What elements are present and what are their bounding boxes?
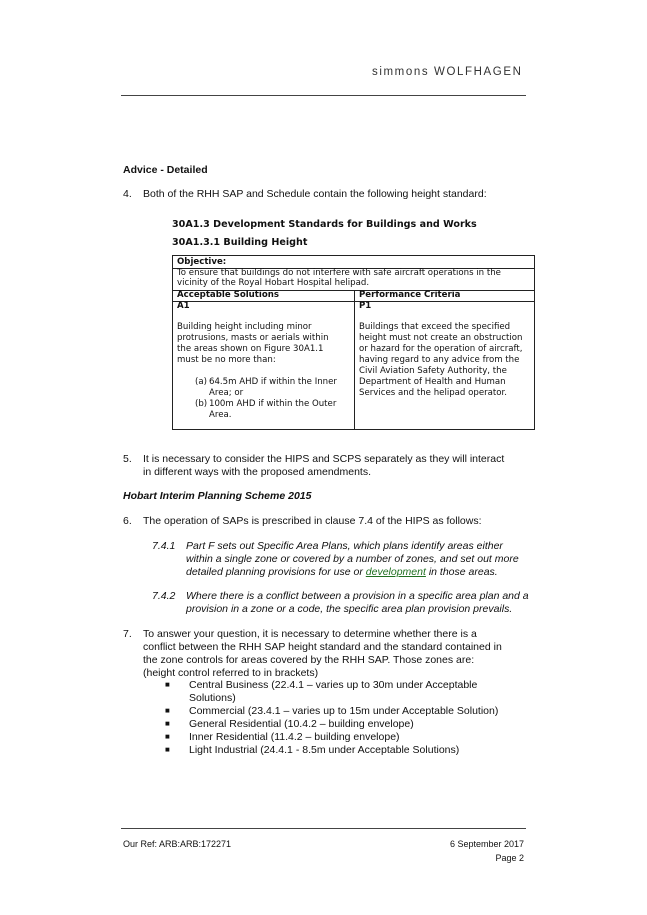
para7-line-4: (height control referred to in brackets) [143,667,319,679]
clause-741-line-3 [186,566,498,579]
a1-line: the areas shown on Figure 30A1.1 [177,344,324,354]
para7-line-1: To answer your question, it is necessary to determine whether there is a [143,628,477,640]
standard-subtitle: 30A1.3.1 Building Height [172,237,308,248]
p1-line: or hazard for the operation of aircraft, [359,344,523,354]
para7-line-3: the zone controls for areas covered by the RHH SAP. Those zones are: [143,654,475,666]
footer-our-ref: Our Ref: ARB:ARB:172271 [123,839,232,849]
a1-item-b-line: Area. [209,410,232,420]
a1-line: must be no more than: [177,355,276,365]
standard-title: 30A1.3 Development Standards for Buildings and Works [172,219,477,230]
p1-line: having regard to any advice from the [359,355,520,365]
para4-text: Both of the RHH SAP and Schedule contain the following height standard: [143,188,487,200]
p1-line: Buildings that exceed the specified [359,322,511,332]
col-header-performance-criteria: Performance Criteria [359,290,461,300]
a1-item-a-label: (a) [195,377,207,387]
height-standard-table [172,255,535,430]
p1-line: Services and the helipad operator. [359,388,508,398]
p1-label: P1 [359,301,372,311]
para5-number: 5. [123,453,132,465]
a1-line: protrusions, masts or aerials within [177,333,329,343]
a1-item-a-line: Area; or [209,388,244,398]
para7-number: 7. [123,628,132,640]
clause-742-line-1: Where there is a conflict between a provision in a specific area plan and a [186,590,529,602]
p1-line: Department of Health and Human [359,377,506,387]
col-header-acceptable-solutions: Acceptable Solutions [177,290,279,300]
a1-item-b-line: 100m AHD if within the Outer [209,399,337,409]
footer-date: 6 September 2017 [449,839,524,849]
para6-text: The operation of SAPs is prescribed in clause 7.4 of the HIPS as follows: [143,515,482,527]
para5-line-1: It is necessary to consider the HIPS and SCPS separately as they will interact [143,453,505,465]
footer-rule [121,828,526,829]
a1-line: Building height including minor [177,322,312,332]
para7-line-2: conflict between the RHH SAP height standard and the standard contained in [143,641,502,653]
clause-742-number: 7.4.2 [152,590,176,602]
para6-number: 6. [123,515,132,527]
bullet-icon: ■ [165,719,170,728]
p1-line: Civil Aviation Safety Authority, the [359,366,507,376]
a1-item-b-label: (b) [195,399,208,409]
hips-heading: Hobart Interim Planning Scheme 2015 [123,490,312,502]
bullet-icon: ■ [165,680,170,689]
header-rule [121,95,526,96]
para5-line-2: in different ways with the proposed amendments. [143,466,372,478]
clause-741-line-3-post: in those areas. [425,566,498,578]
zone-item: Inner Residential (11.4.2 – building envelope) [189,731,400,743]
table-column-divider [354,290,355,429]
table-divider [173,301,534,302]
para4-number: 4. [123,188,132,200]
zone-item-cont: Solutions) [189,692,236,704]
objective-line-2: vicinity of the Royal Hobart Hospital helipad. [177,278,370,288]
objective-line-1: To ensure that buildings do not interfere with safe aircraft operations in the [177,268,501,278]
bullet-icon: ■ [165,732,170,741]
clause-741-line-2: within a single zone or covered by a number of zones, and set out more [186,553,519,565]
zone-item: Commercial (23.4.1 – varies up to 15m under Acceptable Solution) [189,705,499,717]
clause-741-number: 7.4.1 [152,540,176,552]
clause-741-line-1: Part F sets out Specific Area Plans, which plans identify areas either [186,540,503,552]
p1-line: height must not create an obstruction [359,333,523,343]
clause-742-line-2: provision in a zone or a code, the specific area plan provision prevails. [186,603,513,615]
zone-item: General Residential (10.4.2 – building envelope) [189,718,414,730]
footer-page-number: Page 2 [495,853,524,863]
bullet-icon: ■ [165,745,170,754]
a1-item-a-line: 64.5m AHD if within the Inner [209,377,337,387]
bullet-icon: ■ [165,706,170,715]
brand-logo-text: simmons WOLFHAGEN [372,66,523,78]
section-heading: Advice - Detailed [123,164,208,176]
a1-label: A1 [177,301,190,311]
development-link[interactable]: development [365,566,426,578]
zone-item: Light Industrial (24.4.1 - 8.5m under Acceptable Solutions) [189,744,460,756]
clause-741-line-3-pre: detailed planning provisions for use or [186,566,366,578]
objective-label: Objective: [177,257,227,267]
zone-item: Central Business (22.4.1 – varies up to 30m under Acceptable [189,679,478,691]
